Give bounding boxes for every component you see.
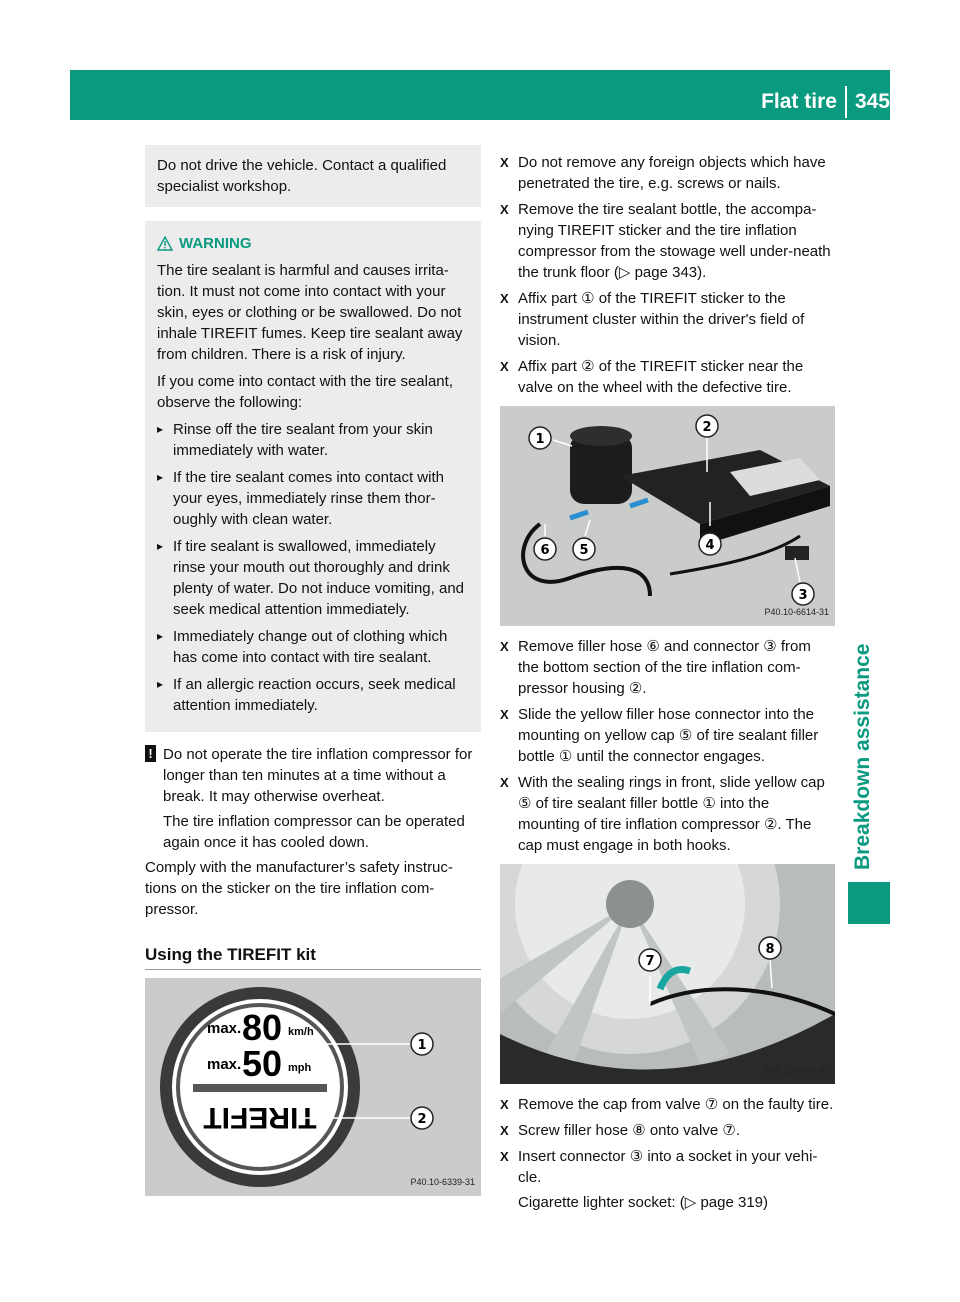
- list-item: ▸ If an allergic reaction occurs, seek medical attention immediately.: [157, 674, 469, 716]
- instruction-steps: [500, 636, 835, 856]
- callout-2: 2: [702, 420, 712, 435]
- instruction-step: X Screw filler hose ⑧ onto valve ⑦.: [500, 1120, 835, 1141]
- wheel-illustration: [500, 864, 835, 1084]
- callout-1: 1: [417, 1038, 427, 1053]
- step-text: Insert connector ③ into a socket in your vehi-cle.: [518, 1148, 818, 1186]
- warning-triangle-icon: [157, 236, 173, 251]
- sticker-brand-upside-down: TIREFIT: [203, 1101, 317, 1134]
- instruction-steps: [500, 1094, 835, 1213]
- side-tab-marker: [848, 882, 890, 924]
- caution-text: Do not drive the vehicle. Contact a qualified specialist workshop.: [157, 157, 447, 195]
- warning-paragraph: If you come into contact with the tire sealant, observe the following:: [157, 373, 453, 411]
- callout-5: 5: [579, 543, 589, 558]
- instruction-step: X Affix part ② of the TIREFIT sticker near the valve on the wheel with the defective tire.: [500, 356, 835, 398]
- callout-2: 2: [417, 1112, 427, 1127]
- callout-6: 6: [540, 543, 550, 558]
- callout-4: 4: [705, 538, 715, 553]
- callout-7: 7: [645, 954, 655, 969]
- tirefit-sticker-figure: [145, 978, 481, 1196]
- subsection-heading: Using the TIREFIT kit: [145, 944, 481, 970]
- warning-list: [157, 419, 469, 716]
- kit-illustration: [500, 406, 835, 626]
- sticker-max-label: max.: [207, 1056, 242, 1073]
- callout-8: 8: [765, 942, 775, 957]
- figure-code: P40.10-6614-31: [764, 607, 829, 617]
- list-item: ▸ If the tire sealant comes into contact with your eyes, immediately rinse them thor-oughly with clean water.: [157, 467, 469, 530]
- side-tab-label: Breakdown assistance: [851, 643, 874, 870]
- sticker-speed-kmh: 80: [242, 1007, 283, 1048]
- valve-figure: [500, 864, 835, 1084]
- warning-label: WARNING: [179, 235, 252, 252]
- instruction-step: [500, 1146, 835, 1213]
- exclamation-icon: !: [145, 745, 156, 762]
- note-paragraph: The tire inflation compressor can be operated again once it has cooled down.: [163, 813, 465, 851]
- instruction-step: X Slide the yellow filler hose connector into the mounting on yellow cap ⑤ of tire sealant filler bottle ① until the connector engages.: [500, 704, 835, 767]
- callout-3: 3: [798, 588, 808, 603]
- comply-text: Comply with the manufacturer’s safety instruc-tions on the sticker on the tire inflation com-pressor.: [145, 859, 453, 918]
- list-item: ▸ If tire sealant is swallowed, immediately rinse your mouth out thoroughly and drink plenty of water. Do not induce vomiting, and seek medical attention immediately.: [157, 536, 469, 620]
- instruction-step: X Remove filler hose ⑥ and connector ③ from the bottom section of the tire inflation com-pressor housing ②.: [500, 636, 835, 699]
- section-title: Flat tire: [761, 90, 837, 113]
- note-paragraph: Do not operate the tire inflation compressor for longer than ten minutes at a time without a break. It may otherwise overheat.: [163, 746, 473, 805]
- warning-heading: [157, 233, 469, 254]
- list-item: ▸ Immediately change out of clothing which has come into contact with tire sealant.: [157, 626, 469, 668]
- tirefit-kit-figure: [500, 406, 835, 626]
- right-column: [500, 152, 835, 1218]
- instruction-step: X Remove the tire sealant bottle, the accompa-nying TIREFIT sticker and the tire inflation compressor from the stowage well under-neath the trunk floor (▷ page 343).: [500, 199, 835, 283]
- left-column: [145, 145, 481, 1206]
- callout-1: 1: [535, 432, 545, 447]
- warning-box: [145, 221, 481, 732]
- caution-box: [145, 145, 481, 207]
- figure-code: P40.10-6635-31: [764, 1065, 829, 1075]
- step-subnote: Cigarette lighter socket: (▷ page 319): [518, 1194, 768, 1211]
- sticker-illustration: [145, 978, 475, 1196]
- figure-code: P40.10-6339-31: [410, 1177, 475, 1187]
- sticker-unit-mph: mph: [288, 1062, 312, 1074]
- page-number: 345: [854, 90, 890, 113]
- instruction-step: X Do not remove any foreign objects which have penetrated the tire, e.g. screws or nails.: [500, 152, 835, 194]
- page-header: [761, 86, 890, 118]
- list-item: ▸ Rinse off the tire sealant from your skin immediately with water.: [157, 419, 469, 461]
- sticker-unit-kmh: km/h: [288, 1026, 314, 1038]
- sticker-max-label: max.: [207, 1020, 242, 1037]
- instruction-step: X Affix part ① of the TIREFIT sticker to the instrument cluster within the driver's field of vision.: [500, 288, 835, 351]
- instruction-step: X Remove the cap from valve ⑦ on the faulty tire.: [500, 1094, 835, 1115]
- warning-paragraph: The tire sealant is harmful and causes irrita-tion. It must not come into contact with your skin, eyes or clothing or be swallowed. Do not inhale TIREFIT fumes. Keep tire sealant away from children. There is a risk of injury.: [157, 262, 463, 363]
- sticker-speed-mph: 50: [242, 1043, 283, 1084]
- instruction-step: X With the sealing rings in front, slide yellow cap ⑤ of tire sealant filler bottle ① into the mounting of tire inflation compressor ②. The cap must engage in both hooks.: [500, 772, 835, 856]
- damage-note: [145, 744, 481, 853]
- header-divider: [845, 86, 847, 118]
- instruction-steps: [500, 152, 835, 398]
